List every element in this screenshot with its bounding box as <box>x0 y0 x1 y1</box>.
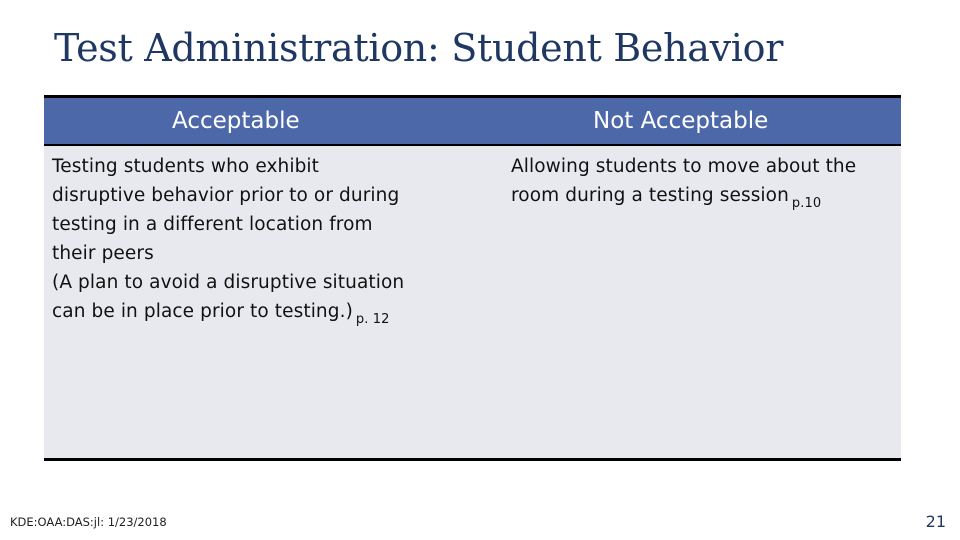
acceptable-line: testing in a different location from <box>52 214 373 235</box>
not-acceptable-cell <box>472 146 901 334</box>
page-number: 21 <box>925 512 946 531</box>
not-acceptable-last-line <box>511 181 901 218</box>
not-acceptable-line: room during a testing session <box>511 185 789 206</box>
acceptable-line: Testing students who exhibit <box>52 156 320 177</box>
table-body-row <box>44 146 901 334</box>
acceptable-line: can be in place prior to testing.) <box>52 301 353 322</box>
header-acceptable: Acceptable <box>172 108 300 134</box>
acceptable-line: disruptive behavior prior to or during <box>52 185 400 206</box>
acceptable-cell <box>44 146 472 334</box>
footer-source: KDE:OAA:DAS:jl: 1/23/2018 <box>10 515 167 529</box>
acceptable-line: (A plan to avoid a disruptive situation <box>52 272 405 293</box>
not-acceptable-page-reference: p.10 <box>791 196 822 211</box>
header-not-acceptable: Not Acceptable <box>593 108 769 134</box>
not-acceptable-line: Allowing students to move about the <box>511 156 857 177</box>
acceptable-line: their peers <box>52 243 154 264</box>
table-header-row <box>44 98 901 146</box>
behavior-table <box>44 95 901 461</box>
acceptable-page-reference: p. 12 <box>355 312 390 327</box>
acceptable-last-line <box>52 297 472 334</box>
slide-title: Test Administration: Student Behavior <box>54 26 784 70</box>
